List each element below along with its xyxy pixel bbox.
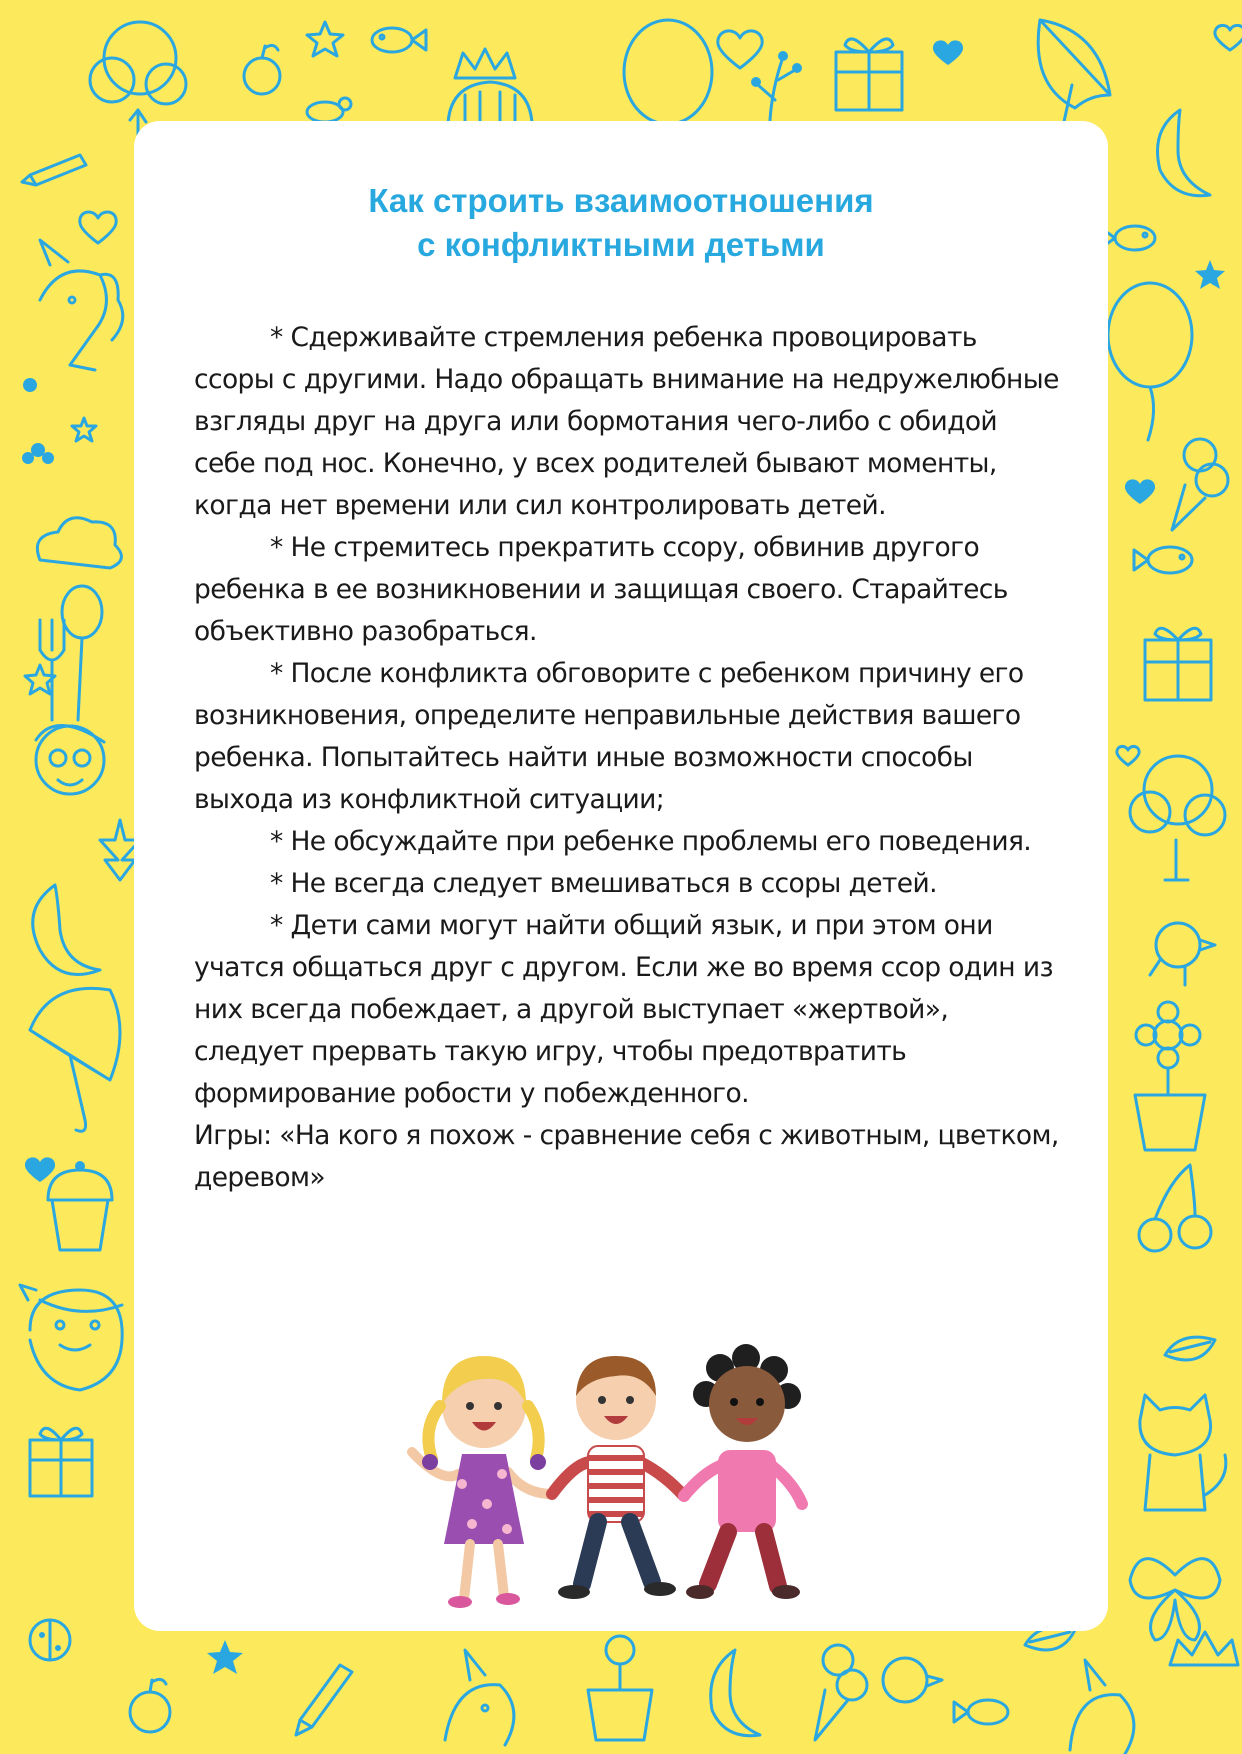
blonde-girl-figure (412, 1356, 552, 1608)
unicorn-doodle-corner (1070, 1660, 1134, 1754)
umbrella-doodle-left (30, 988, 120, 1131)
tree-doodle-right (1130, 756, 1225, 880)
star-doodle (72, 418, 96, 441)
star-doodle (307, 22, 343, 56)
ice-cream-doodle (1172, 439, 1228, 530)
dot-doodle (23, 378, 37, 392)
heart-doodle-small (1215, 25, 1242, 50)
fish-doodle (1101, 226, 1155, 250)
moon-doodle (1158, 110, 1211, 196)
moon-doodle (33, 885, 100, 975)
gift-doodle-right (1145, 628, 1211, 700)
apple-doodle (130, 1679, 170, 1732)
title-line-2: с конфликтными детьми (417, 226, 825, 263)
gift-doodle (836, 39, 902, 110)
unicorn-doodle (40, 240, 123, 370)
ice-cream-doodle (815, 1645, 867, 1740)
games-paragraph: Игры: «На кого я похож - сравнение себя с животным, цветком, деревом» (194, 1120, 1059, 1193)
girl-doodle (20, 1285, 122, 1390)
advice-paragraph: * Не стремитесь прекратить ссору, обвинив другого ребенка в ее возникновении и защищая своего. Старайтесь объективно разобраться. (194, 532, 1008, 647)
cloud-doodle (37, 518, 121, 568)
gift-doodle-left (30, 1428, 92, 1496)
fish-doodle (954, 1700, 1008, 1724)
fish-doodle (1134, 547, 1192, 573)
bird-doodle (883, 1658, 942, 1702)
star-doodle (1195, 260, 1225, 289)
balloon-doodle-right (1108, 283, 1192, 440)
butterfly-doodle (1130, 1559, 1220, 1640)
apple-doodle (244, 45, 280, 94)
heart-doodle (1117, 746, 1139, 765)
girl-face-doodle (36, 725, 104, 794)
heart-doodle (25, 1157, 55, 1182)
advice-paragraph: * Дети сами могут найти общий язык, и при этом они учатся общаться друг с другом. Если же во время ссор один из них всегда побеждает, а другой выступает «жертвой», следует прервать такую игру, чтобы предотвратить формирование робости у побежденного. (194, 910, 1053, 1109)
bug-doodle (307, 98, 351, 122)
heart-doodle (80, 212, 116, 243)
flower-doodle-small (22, 443, 54, 464)
ladybug-doodle (30, 1620, 70, 1660)
content-card (134, 121, 1108, 1631)
children-holding-hands-illustration (402, 1334, 842, 1634)
heart-doodle (1125, 479, 1155, 504)
unicorn-doodle-bottom (445, 1650, 514, 1745)
title-line-1: Как строить взаимоотношения (368, 182, 874, 219)
flower-pot-doodle (1135, 1002, 1205, 1150)
cupcake-doodle (48, 1161, 112, 1250)
advice-paragraph: * Не обсуждайте при ребенке проблемы его поведения. (270, 826, 1032, 857)
flower-pot-doodle (588, 1636, 652, 1740)
bird-doodle (1150, 923, 1215, 985)
curly-hair-girl-figure (684, 1344, 802, 1599)
cherry-doodle (1139, 1165, 1211, 1251)
cat-doodle (1140, 1395, 1226, 1510)
advice-text (194, 317, 1064, 1199)
star-doodle (207, 1640, 243, 1674)
leaf-doodle (1165, 1337, 1215, 1360)
branch-doodle (751, 51, 802, 120)
crown-doodle (1170, 1632, 1238, 1665)
spoon-doodle (40, 586, 102, 720)
pencil-doodle (296, 1665, 352, 1735)
tree-doodle (90, 22, 186, 135)
advice-paragraph: * После конфликта обговорите с ребенком причину его возникновения, определите неправильные действия вашего ребенка. Попытайтесь найти иные возможности способы выхода из конфликтной ситуации; (194, 658, 1024, 815)
page-title (134, 179, 1108, 267)
heart-doodle-small (933, 40, 963, 65)
heart-doodle (718, 31, 762, 68)
moon-doodle (711, 1650, 760, 1736)
advice-paragraph: * Сдерживайте стремления ребенка провоцировать ссоры с другими. Надо обращать внимание на недружелюбные взгляды друг на друга или бормотания чего-либо с обидой себе под нос. Конечно, у всех родителей бывают моменты, когда нет времени или сил контролировать детей. (194, 322, 1059, 521)
boy-figure (552, 1356, 684, 1599)
advice-paragraph: * Не всегда следует вмешиваться в ссоры детей. (270, 868, 937, 899)
pencil-doodle (22, 155, 86, 185)
fish-doodle (372, 28, 426, 52)
